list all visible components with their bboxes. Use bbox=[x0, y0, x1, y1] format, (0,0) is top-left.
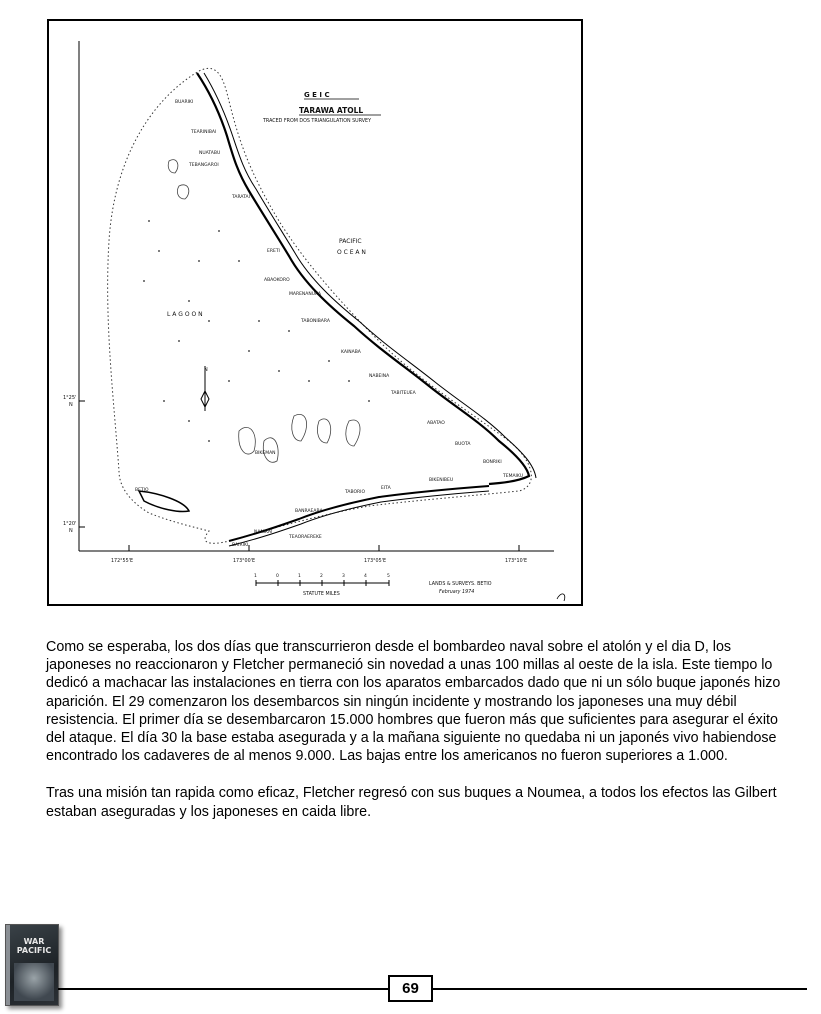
book-cover-title-line2: PACIFIC bbox=[16, 946, 52, 955]
place-marenanuka: MARENANUKA bbox=[289, 292, 321, 297]
article-text bbox=[46, 638, 794, 840]
scale-tick: 0 bbox=[276, 574, 279, 579]
map-title-2: TARAWA ATOLL bbox=[299, 106, 364, 115]
ocean-label-2: O C E A N bbox=[337, 249, 366, 256]
place-nabeina: NABEINA bbox=[369, 374, 390, 379]
place-tearinibai: TEARINIBAI bbox=[191, 130, 217, 135]
place-eita: EITA bbox=[381, 486, 391, 491]
place-bairiki: BAIRIKI bbox=[232, 543, 249, 548]
book-cover-title-line1: WAR bbox=[23, 937, 45, 946]
place-ereti: ERETI bbox=[267, 249, 280, 254]
scale-tick: 1 bbox=[298, 574, 301, 579]
atoll-map bbox=[47, 19, 583, 606]
place-nanikai: NANIKAI bbox=[254, 530, 273, 535]
scale-tick: 1 bbox=[254, 574, 257, 579]
place-banraeaba: BANRAEABA bbox=[295, 509, 323, 514]
place-abaokoro: ABAOKORO bbox=[264, 278, 290, 283]
place-taborio: TABORIO bbox=[345, 490, 366, 495]
map-subtitle: TRACED FROM DOS TRIANGULATION SURVEY bbox=[263, 119, 372, 124]
book-cover-art bbox=[14, 963, 54, 1001]
lat-label-2: 1°20' bbox=[63, 521, 77, 527]
place-nuatabu: NUATABU bbox=[199, 151, 221, 156]
lon-label-2: 173°00'E bbox=[233, 559, 256, 564]
paragraph-2: Tras una misión tan rapida como eficaz, Fletcher regresó con sus buques a Noumea, a todos los efectos las Gilbert estaban aseguradas y los japoneses en caida libre. bbox=[46, 785, 777, 820]
lat-label-1: 1°25' bbox=[63, 395, 77, 401]
place-teaoraereke: TEAORAEREKE bbox=[289, 535, 322, 540]
place-bikenibeu: BIKENIBEU bbox=[429, 478, 454, 483]
scale-tick: 3 bbox=[342, 574, 345, 579]
lon-label-1: 172°55'E bbox=[111, 559, 134, 564]
page-number-box bbox=[388, 975, 433, 1002]
book-cover-title bbox=[14, 937, 54, 955]
scale-tick: 2 bbox=[320, 574, 323, 579]
book-cover-thumbnail bbox=[5, 924, 59, 1006]
lon-label-3: 173°05'E bbox=[364, 559, 387, 564]
svg-text:N: N bbox=[69, 402, 73, 408]
page-number: 69 bbox=[402, 980, 419, 997]
footer-rule-left bbox=[58, 988, 388, 990]
place-bonriki: BONRIKI bbox=[483, 460, 502, 465]
scale-tick: 4 bbox=[364, 574, 367, 579]
map-title-1: G E I C bbox=[304, 91, 330, 99]
place-buariki: BUARIKI bbox=[175, 100, 194, 105]
place-abatao: ABATAO bbox=[427, 421, 445, 426]
place-buota: BUOTA bbox=[455, 442, 471, 447]
place-tabiteuea: TABITEUEA bbox=[391, 391, 416, 396]
scale-tick: 5 bbox=[387, 574, 390, 579]
book-spine bbox=[6, 925, 10, 1005]
place-taratai: TARATAI bbox=[232, 195, 250, 200]
place-bikeman: BIKEMAN bbox=[255, 451, 276, 456]
credit-line-1: LANDS & SURVEYS. BETIO bbox=[429, 582, 492, 587]
lagoon-label: L A G O O N bbox=[167, 311, 203, 318]
ocean-label-1: PACIFIC bbox=[339, 238, 362, 245]
place-tebangaroi: TEBANGAROI bbox=[189, 163, 219, 168]
paragraph-1: Como se esperaba, los dos días que transcurrieron desde el bombardeo naval sobre el atolón y el dia D, los japoneses no reaccionaron y Fletcher permaneció sin novedad a unas 100 millas al oeste de la isla. Este tiempo lo dedicó a machacar las instalaciones en tierra con los aparatos embarcados dado que ni un sólo buque japonés hizo aparición. El 29 comenzaron los desembarcos sin ningún incidente y mostrando los japoneses una muy débil resistencia. El primer día se desembarcaron 15.000 hombres que fueron más que suficientes para asegurar el éxito del ataque. El día 30 la base estaba asegurada y a la mañana siguiente no quedaba ni un japonés vivo habiendose encontrado los cadaveres de al menos 9.000. Las bajas entre los americanos no fueron superiores a 1.000. bbox=[46, 639, 781, 765]
place-kainaba: KAINABA bbox=[341, 350, 361, 355]
place-tabonibara: TABONIBARA bbox=[301, 319, 330, 324]
place-temaiku: TEMAIKU bbox=[503, 474, 524, 479]
svg-text:N: N bbox=[204, 367, 208, 373]
scale-label: STATUTE MILES bbox=[303, 592, 340, 597]
svg-text:N: N bbox=[69, 528, 73, 534]
lon-label-4: 173°10'E bbox=[505, 559, 528, 564]
footer-rule-right bbox=[433, 988, 807, 990]
place-betio: BETIO bbox=[135, 488, 149, 493]
credit-line-2: February 1974 bbox=[439, 590, 475, 595]
